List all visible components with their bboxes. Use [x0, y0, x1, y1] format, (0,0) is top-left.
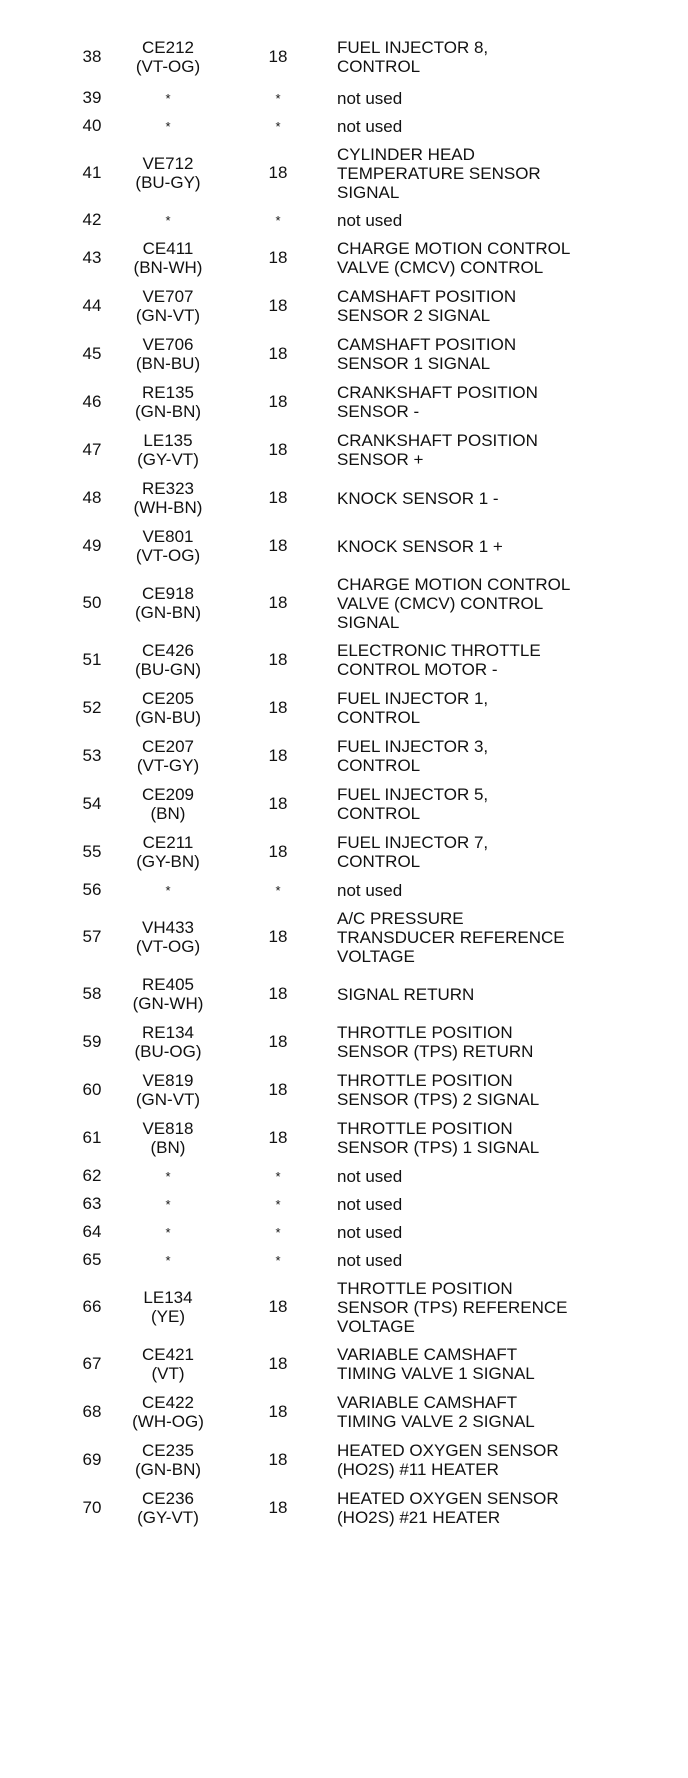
pin-number: 43	[82, 248, 102, 267]
wire-gauge: 18	[268, 1080, 288, 1099]
pin-number: 60	[82, 1080, 102, 1099]
wire-color: (GY-VT)	[137, 1508, 199, 1527]
wire-color: (BN)	[150, 804, 186, 823]
circuit-id: RE405	[142, 975, 194, 994]
wire-color: (GY-BN)	[136, 852, 200, 871]
pin-number: 70	[82, 1498, 102, 1517]
table-row	[0, 522, 688, 570]
circuit-cell	[118, 112, 218, 140]
pin-number: 61	[82, 1128, 102, 1147]
table-row	[0, 140, 688, 206]
wire-gauge: *	[275, 118, 281, 134]
circuit-cell	[118, 1436, 218, 1484]
circuit-id: CE211	[142, 833, 194, 852]
wire-color: (YE)	[151, 1307, 185, 1326]
table-row	[0, 636, 688, 684]
pin-number: 38	[82, 47, 102, 66]
circuit-description: VARIABLE CAMSHAFT TIMING VALVE 1 SIGNAL	[337, 1345, 535, 1383]
table-row	[0, 1190, 688, 1218]
table-row	[0, 684, 688, 732]
wire-gauge: *	[275, 882, 281, 898]
circuit-id: *	[165, 90, 171, 106]
circuit-cell	[118, 426, 218, 474]
table-row	[0, 1484, 688, 1532]
wire-color: (GN-BN)	[134, 402, 202, 421]
table-row	[0, 330, 688, 378]
circuit-description: THROTTLE POSITION SENSOR (TPS) 1 SIGNAL	[337, 1119, 540, 1157]
wire-color: (WH-BN)	[133, 498, 203, 517]
pin-number: 55	[82, 842, 102, 861]
circuit-id: CE236	[142, 1489, 194, 1508]
wire-color: (BN)	[150, 1138, 186, 1157]
circuit-id: *	[165, 1168, 171, 1184]
wire-gauge: 18	[268, 536, 288, 555]
circuit-cell	[118, 140, 218, 206]
table-row	[0, 84, 688, 112]
circuit-cell	[118, 780, 218, 828]
circuit-description: CHARGE MOTION CONTROL VALVE (CMCV) CONTROL	[337, 239, 571, 277]
pin-number: 68	[82, 1402, 102, 1421]
wire-gauge: *	[275, 1168, 281, 1184]
wire-color: (VT-OG)	[135, 937, 201, 956]
circuit-cell	[118, 876, 218, 904]
circuit-description: not used	[337, 1166, 403, 1186]
pin-number: 67	[82, 1354, 102, 1373]
circuit-description: not used	[337, 1194, 403, 1214]
table-row	[0, 904, 688, 970]
wire-gauge: 18	[268, 1402, 288, 1421]
wire-gauge: 18	[268, 392, 288, 411]
wire-gauge: 18	[268, 248, 288, 267]
circuit-cell	[118, 732, 218, 780]
pin-number: 63	[82, 1194, 102, 1213]
wire-gauge: 18	[268, 984, 288, 1003]
circuit-id: CE421	[142, 1345, 194, 1364]
circuit-cell	[118, 970, 218, 1018]
pin-number: 56	[82, 880, 102, 899]
circuit-cell	[118, 1190, 218, 1218]
wire-color: (VT)	[151, 1364, 185, 1383]
circuit-cell	[118, 636, 218, 684]
circuit-id: *	[165, 1224, 171, 1240]
circuit-cell	[118, 1340, 218, 1388]
circuit-cell	[118, 234, 218, 282]
table-row	[0, 1162, 688, 1190]
circuit-description: CAMSHAFT POSITION SENSOR 1 SIGNAL	[337, 335, 517, 373]
pin-number: 57	[82, 927, 102, 946]
pin-number: 51	[82, 650, 102, 669]
pin-number: 47	[82, 440, 102, 459]
wire-color: (GY-VT)	[137, 450, 199, 469]
circuit-id: CE426	[142, 641, 194, 660]
circuit-description: CRANKSHAFT POSITION SENSOR -	[337, 383, 538, 421]
wire-gauge: 18	[268, 1354, 288, 1373]
circuit-id: VE801	[142, 527, 194, 546]
pin-number: 52	[82, 698, 102, 717]
circuit-cell	[118, 570, 218, 636]
pin-number: 65	[82, 1250, 102, 1269]
circuit-description: not used	[337, 88, 403, 108]
wire-gauge: 18	[268, 746, 288, 765]
wire-color: (BU-GY)	[135, 173, 201, 192]
wire-gauge: 18	[268, 927, 288, 946]
circuit-id: CE422	[142, 1393, 194, 1412]
circuit-description: not used	[337, 1250, 403, 1270]
wire-gauge: *	[275, 1224, 281, 1240]
table-row	[0, 876, 688, 904]
wire-color: (BN-BU)	[135, 354, 201, 373]
table-row	[0, 1218, 688, 1246]
wire-color: (GN-BN)	[134, 1460, 202, 1479]
circuit-id: *	[165, 118, 171, 134]
circuit-cell	[118, 1274, 218, 1340]
wire-gauge: 18	[268, 698, 288, 717]
circuit-id: VE712	[142, 154, 194, 173]
wire-gauge: *	[275, 1196, 281, 1212]
wire-gauge: 18	[268, 488, 288, 507]
pin-number: 66	[82, 1297, 102, 1316]
pin-number: 45	[82, 344, 102, 363]
table-row	[0, 1340, 688, 1388]
circuit-cell	[118, 828, 218, 876]
circuit-cell	[118, 330, 218, 378]
table-row	[0, 1246, 688, 1274]
wire-color: (GN-VT)	[135, 306, 201, 325]
wire-color: (VT-OG)	[135, 546, 201, 565]
circuit-description: THROTTLE POSITION SENSOR (TPS) 2 SIGNAL	[337, 1071, 540, 1109]
circuit-description: VARIABLE CAMSHAFT TIMING VALVE 2 SIGNAL	[337, 1393, 535, 1431]
wire-color: (BU-GN)	[134, 660, 202, 679]
circuit-id: LE135	[143, 431, 193, 450]
circuit-description: FUEL INJECTOR 7, CONTROL	[337, 833, 489, 871]
pin-number: 58	[82, 984, 102, 1003]
table-row	[0, 1274, 688, 1340]
circuit-cell	[118, 1066, 218, 1114]
table-row	[0, 828, 688, 876]
pin-number: 50	[82, 593, 102, 612]
table-row	[0, 426, 688, 474]
circuit-description: CYLINDER HEAD TEMPERATURE SENSOR SIGNAL	[337, 144, 541, 202]
wire-gauge: 18	[268, 296, 288, 315]
pin-number: 49	[82, 536, 102, 555]
pin-number: 59	[82, 1032, 102, 1051]
circuit-id: VE819	[142, 1071, 194, 1090]
circuit-description: THROTTLE POSITION SENSOR (TPS) RETURN	[337, 1023, 534, 1061]
wire-color: (VT-OG)	[135, 57, 201, 76]
pin-number: 64	[82, 1222, 102, 1241]
circuit-description: ELECTRONIC THROTTLE CONTROL MOTOR -	[337, 641, 541, 679]
circuit-description: A/C PRESSURE TRANSDUCER REFERENCE VOLTAGE	[337, 908, 565, 966]
wire-color: (BN-WH)	[133, 258, 203, 277]
wire-color: (GN-WH)	[132, 994, 204, 1013]
table-row	[0, 970, 688, 1018]
circuit-description: not used	[337, 210, 403, 230]
wire-gauge: 18	[268, 440, 288, 459]
circuit-description: CHARGE MOTION CONTROL VALVE (CMCV) CONTROL SIGNAL	[337, 574, 571, 632]
wire-gauge: 18	[268, 1297, 288, 1316]
wire-color: (VT-GY)	[136, 756, 200, 775]
circuit-id: CE411	[142, 239, 194, 258]
table-row	[0, 206, 688, 234]
circuit-cell	[118, 474, 218, 522]
circuit-id: VE818	[142, 1119, 194, 1138]
circuit-id: *	[165, 1196, 171, 1212]
table-row	[0, 780, 688, 828]
wire-gauge: 18	[268, 593, 288, 612]
wire-gauge: 18	[268, 842, 288, 861]
circuit-cell	[118, 684, 218, 732]
table-row	[0, 378, 688, 426]
circuit-id: *	[165, 882, 171, 898]
circuit-id: RE135	[142, 383, 194, 402]
wire-gauge: 18	[268, 163, 288, 182]
wire-gauge: *	[275, 212, 281, 228]
circuit-description: FUEL INJECTOR 1, CONTROL	[337, 689, 489, 727]
circuit-cell	[118, 1388, 218, 1436]
wire-gauge: 18	[268, 344, 288, 363]
pin-number: 42	[82, 210, 102, 229]
circuit-cell	[118, 1246, 218, 1274]
table-row	[0, 1018, 688, 1066]
table-row	[0, 732, 688, 780]
circuit-id: VE707	[142, 287, 194, 306]
table-row	[0, 282, 688, 330]
wire-gauge: 18	[268, 47, 288, 66]
circuit-description: CRANKSHAFT POSITION SENSOR +	[337, 431, 538, 469]
pin-number: 48	[82, 488, 102, 507]
pin-number: 62	[82, 1166, 102, 1185]
wire-gauge: 18	[268, 794, 288, 813]
wire-color: (GN-BU)	[134, 708, 202, 727]
wire-gauge: *	[275, 90, 281, 106]
circuit-description: KNOCK SENSOR 1 -	[337, 488, 499, 508]
circuit-id: VH433	[142, 918, 194, 937]
circuit-cell	[118, 1114, 218, 1162]
circuit-description: HEATED OXYGEN SENSOR (HO2S) #11 HEATER	[337, 1441, 559, 1479]
circuit-cell	[118, 206, 218, 234]
circuit-description: FUEL INJECTOR 5, CONTROL	[337, 785, 489, 823]
circuit-description: KNOCK SENSOR 1 +	[337, 536, 503, 556]
wire-color: (GN-VT)	[135, 1090, 201, 1109]
wire-gauge: 18	[268, 650, 288, 669]
circuit-cell	[118, 522, 218, 570]
circuit-description: not used	[337, 1222, 403, 1242]
pin-number: 44	[82, 296, 102, 315]
circuit-id: *	[165, 1252, 171, 1268]
wire-gauge: *	[275, 1252, 281, 1268]
pin-number: 41	[82, 163, 102, 182]
wire-color: (GN-BN)	[134, 603, 202, 622]
circuit-id: CE207	[142, 737, 194, 756]
circuit-description: FUEL INJECTOR 3, CONTROL	[337, 737, 489, 775]
circuit-id: LE134	[143, 1288, 193, 1307]
pin-number: 69	[82, 1450, 102, 1469]
table-row	[0, 234, 688, 282]
wire-gauge: 18	[268, 1450, 288, 1469]
wire-color: (WH-OG)	[132, 1412, 204, 1431]
circuit-description: not used	[337, 880, 403, 900]
circuit-id: *	[165, 212, 171, 228]
table-row	[0, 570, 688, 636]
table-row	[0, 30, 688, 84]
wire-color: (BU-OG)	[134, 1042, 202, 1061]
wire-gauge: 18	[268, 1498, 288, 1517]
circuit-cell	[118, 1218, 218, 1246]
circuit-cell	[118, 282, 218, 330]
circuit-id: CE235	[142, 1441, 194, 1460]
circuit-cell	[118, 378, 218, 426]
table-row	[0, 474, 688, 522]
pin-number: 54	[82, 794, 102, 813]
pin-number: 39	[82, 88, 102, 107]
circuit-cell	[118, 1484, 218, 1532]
circuit-id: CE205	[142, 689, 194, 708]
circuit-cell	[118, 1018, 218, 1066]
table-row	[0, 1436, 688, 1484]
circuit-id: RE134	[142, 1023, 194, 1042]
circuit-id: CE212	[142, 38, 194, 57]
table-row	[0, 1066, 688, 1114]
wire-gauge: 18	[268, 1032, 288, 1051]
circuit-description: not used	[337, 116, 403, 136]
circuit-cell	[118, 84, 218, 112]
pin-number: 40	[82, 116, 102, 135]
pin-number: 53	[82, 746, 102, 765]
circuit-id: CE209	[142, 785, 194, 804]
table-row	[0, 112, 688, 140]
circuit-description: CAMSHAFT POSITION SENSOR 2 SIGNAL	[337, 287, 517, 325]
table-row	[0, 1388, 688, 1436]
circuit-id: RE323	[142, 479, 194, 498]
circuit-id: VE706	[142, 335, 194, 354]
circuit-description: HEATED OXYGEN SENSOR (HO2S) #21 HEATER	[337, 1489, 559, 1527]
wire-gauge: 18	[268, 1128, 288, 1147]
circuit-description: FUEL INJECTOR 8, CONTROL	[337, 38, 489, 76]
circuit-description: THROTTLE POSITION SENSOR (TPS) REFERENCE VOLTAGE	[337, 1278, 568, 1336]
circuit-cell	[118, 30, 218, 84]
circuit-description: SIGNAL RETURN	[337, 984, 475, 1004]
circuit-id: CE918	[142, 584, 194, 603]
table-row	[0, 1114, 688, 1162]
pin-number: 46	[82, 392, 102, 411]
circuit-cell	[118, 1162, 218, 1190]
circuit-cell	[118, 904, 218, 970]
